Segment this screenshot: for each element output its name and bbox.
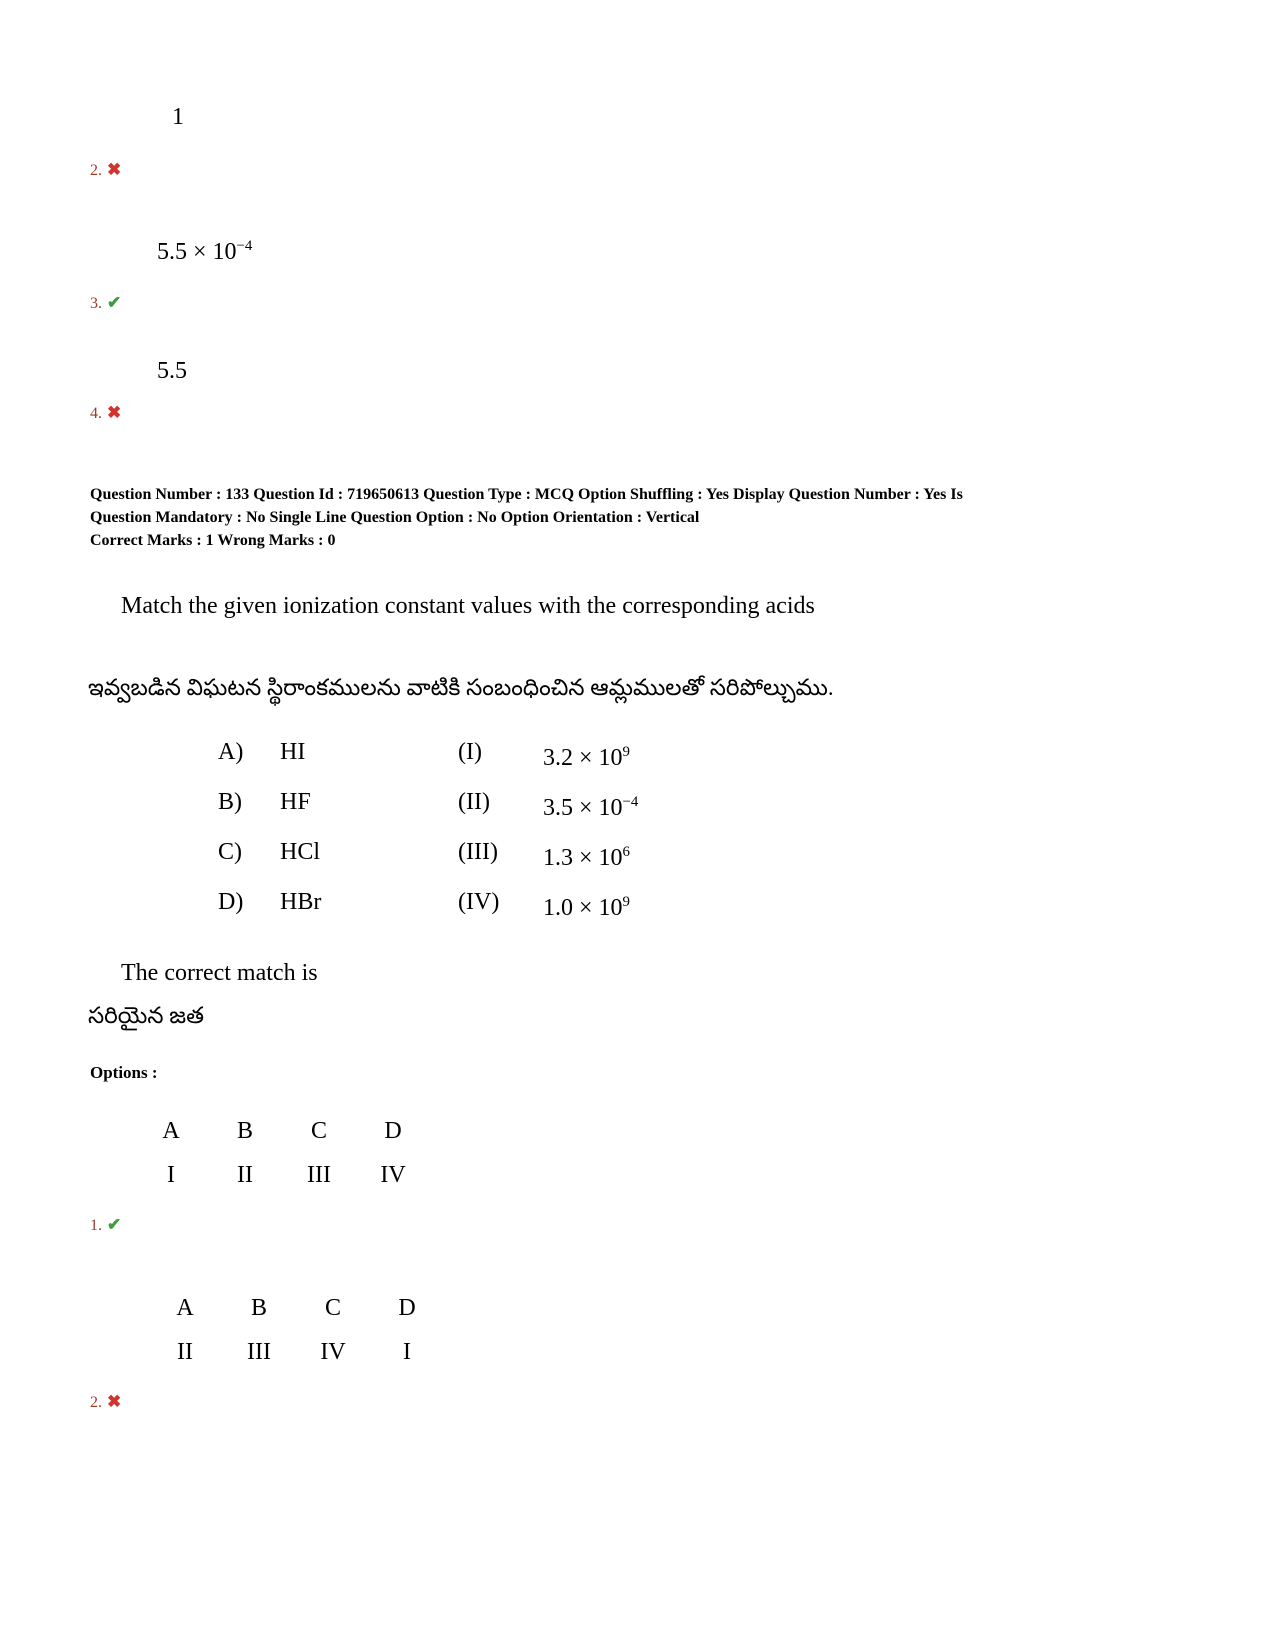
option-value: 5.5 × 10 bbox=[157, 239, 237, 265]
wrong-mark-icon: ✖ bbox=[107, 1392, 122, 1411]
option-number: 3. bbox=[90, 295, 102, 312]
option-number: 2. bbox=[90, 1394, 102, 1411]
metadata-line: Question Number : 133 Question Id : 719650613 Question Type : MCQ Option Shuffling : Yes Display Question Number : Yes Is bbox=[90, 486, 963, 503]
option-header: C bbox=[310, 1118, 327, 1144]
answer-option-table bbox=[148, 1295, 444, 1366]
option-content bbox=[157, 238, 252, 266]
option-value: 5.5 bbox=[157, 358, 187, 384]
option-number: 4. bbox=[90, 405, 102, 422]
match-value: $3.5 \times 10^{-4}$ bbox=[543, 794, 639, 821]
match-roman-label: (IV) bbox=[458, 889, 500, 915]
option-value: I bbox=[167, 1162, 175, 1188]
correct-mark-icon: ✔ bbox=[107, 293, 122, 312]
option-number: 1. bbox=[90, 1217, 102, 1234]
match-value: $1.0 \times 10^9$ bbox=[543, 894, 630, 921]
match-value: $3.2 \times 10^9$ bbox=[543, 744, 630, 771]
question-text-english: Match the given ionization constant values with the corresponding acids bbox=[121, 593, 815, 619]
option-value: 1 bbox=[172, 104, 184, 130]
match-value: $1.3 \times 10^6$ bbox=[543, 844, 630, 871]
match-item-label: C) bbox=[218, 839, 242, 865]
option-header: A bbox=[176, 1295, 194, 1321]
option-result-row bbox=[90, 403, 121, 423]
match-item: HF bbox=[280, 789, 311, 815]
wrong-mark-icon: ✖ bbox=[107, 403, 122, 422]
match-roman-label: (II) bbox=[458, 789, 490, 815]
option-value: II bbox=[237, 1162, 253, 1188]
exponent: −4 bbox=[622, 794, 639, 810]
exponent: −4 bbox=[236, 238, 253, 254]
match-roman-label: (I) bbox=[458, 739, 482, 765]
option-value: II bbox=[177, 1339, 193, 1365]
match-table bbox=[218, 735, 638, 935]
option-header: A bbox=[162, 1118, 180, 1144]
match-item: HI bbox=[280, 739, 306, 765]
match-roman-label: (III) bbox=[458, 839, 498, 865]
exponent: 6 bbox=[622, 844, 630, 860]
question-metadata bbox=[90, 483, 963, 552]
option-content bbox=[157, 357, 187, 385]
exponent: 9 bbox=[622, 894, 630, 910]
option-number: 2. bbox=[90, 162, 102, 179]
option-content bbox=[172, 103, 184, 131]
option-header: B bbox=[236, 1118, 253, 1144]
match-item: HCl bbox=[280, 839, 321, 865]
options-label: Options : bbox=[90, 1063, 158, 1082]
metadata-line: Question Mandatory : No Single Line Question Option : No Option Orientation : Vertical bbox=[90, 509, 700, 526]
option-result-row bbox=[90, 160, 121, 180]
option-value: III bbox=[247, 1339, 271, 1365]
option-result-row bbox=[90, 1392, 121, 1412]
exponent: 9 bbox=[622, 744, 630, 760]
option-result-row bbox=[90, 293, 121, 313]
closing-text-english: The correct match is bbox=[121, 960, 318, 986]
option-header: B bbox=[250, 1295, 267, 1321]
option-header: C bbox=[324, 1295, 341, 1321]
answer-option-table bbox=[134, 1118, 430, 1189]
option-value: I bbox=[403, 1339, 411, 1365]
match-item-label: D) bbox=[218, 889, 244, 915]
metadata-line: Correct Marks : 1 Wrong Marks : 0 bbox=[90, 532, 336, 549]
wrong-mark-icon: ✖ bbox=[107, 160, 122, 179]
option-value: III bbox=[307, 1162, 331, 1188]
match-item: HBr bbox=[280, 889, 322, 915]
option-header: D bbox=[398, 1295, 416, 1321]
correct-mark-icon: ✔ bbox=[107, 1215, 122, 1234]
match-item-label: A) bbox=[218, 739, 244, 765]
question-text-telugu: ఇవ్వబడిన విఘటన స్థిరాంకములను వాటికి సంబంధించిన ఆమ్లములతో సరిపోల్చుము. bbox=[88, 675, 834, 700]
match-item-label: B) bbox=[218, 789, 242, 815]
option-value: IV bbox=[380, 1162, 406, 1188]
option-result-row bbox=[90, 1215, 121, 1235]
closing-text-telugu: సరియైన జత bbox=[88, 1003, 204, 1028]
option-header: D bbox=[384, 1118, 402, 1144]
option-value: IV bbox=[320, 1339, 346, 1365]
